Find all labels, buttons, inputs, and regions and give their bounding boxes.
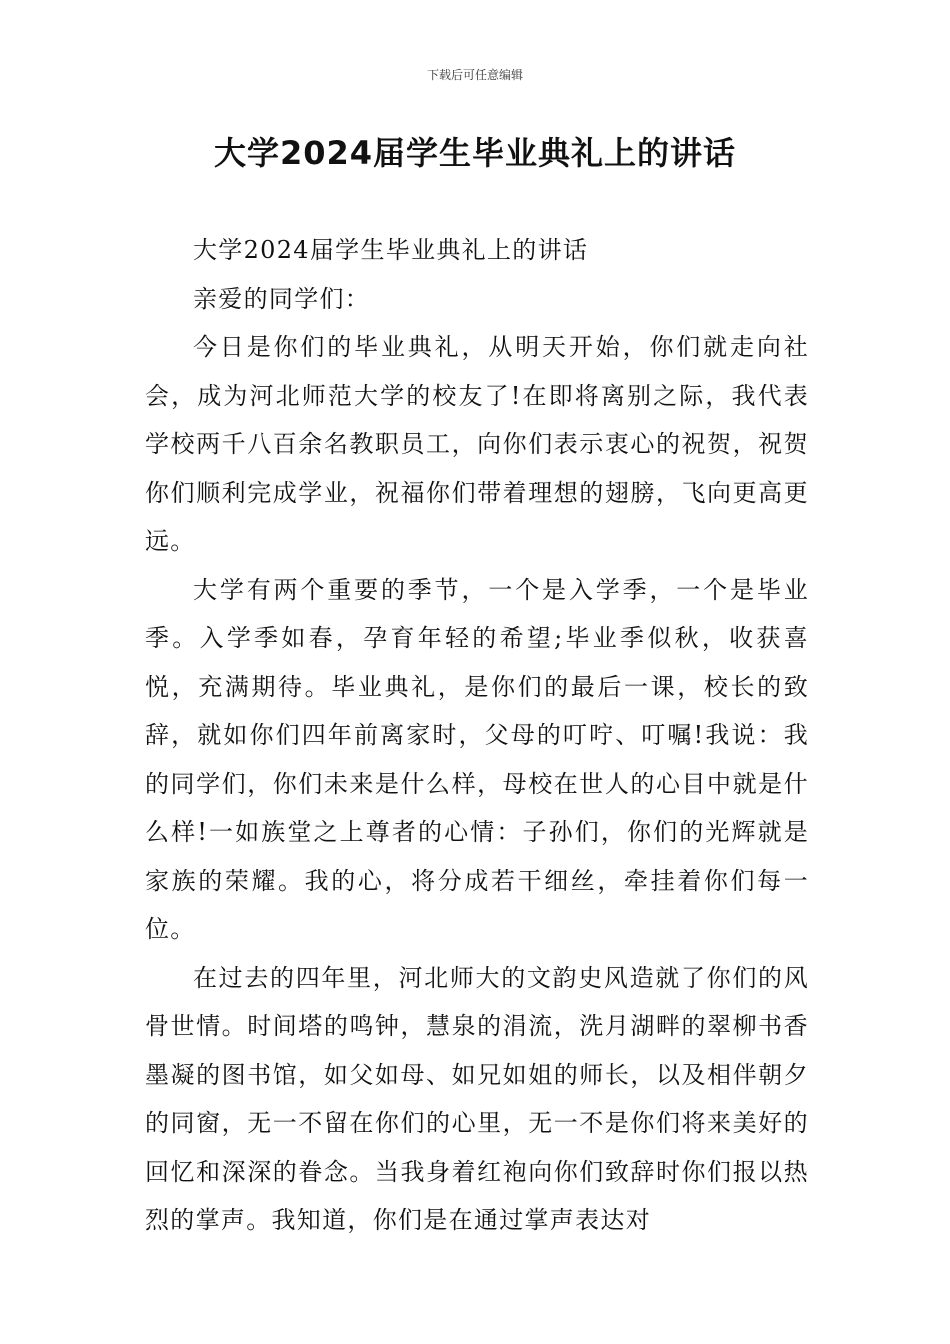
paragraph-greeting: 亲爱的同学们： [193, 284, 371, 313]
paragraph-subtitle: 大学2024届学生毕业典礼上的讲话 [193, 236, 589, 264]
header-note: 下载后可任意编辑 [426, 68, 523, 82]
paragraph: 大学有两个重要的季节，一个是入学季，一个是毕业季。入学季如春，孕育年轻的希望;毕业季似秋，收获喜悦，充满期待。毕业典礼，是你们的最后一课，校长的致辞，就如你们四年前离家时，父母的叮咛、叮嘱!我说：我的同学们，你们未来是什么样，母校在世人的心目中就是什么样!一如族堂之上尊者的心情：子孙们，你们的光辉就是家族的荣耀。我的心，将分成若干细丝，牵挂着你们每一位。 [145, 575, 809, 943]
document-title: 大学2024届学生毕业典礼上的讲话 [213, 134, 737, 172]
paragraph: 今日是你们的毕业典礼，从明天开始，你们就走向社会，成为河北师范大学的校友了!在即将离别之际，我代表学校两千八百余名教职员工，向你们表示衷心的祝贺，祝贺你们顺利完成学业，祝福你们带着理想的翅膀，飞向更高更远。 [145, 333, 809, 555]
document-body [145, 226, 809, 1245]
paragraph: 在过去的四年里，河北师大的文韵史风造就了你们的风骨世情。时间塔的鸣钟，慧泉的涓流，洗月湖畔的翠柳书香墨凝的图书馆，如父如母、如兄如姐的师长，以及相伴朝夕的同窗，无一不留在你们的心里，无一不是你们将来美好的回忆和深深的眷念。当我身着红袍向你们致辞时你们报以热烈的掌声。我知道，你们是在通过掌声表达对 [145, 963, 809, 1234]
